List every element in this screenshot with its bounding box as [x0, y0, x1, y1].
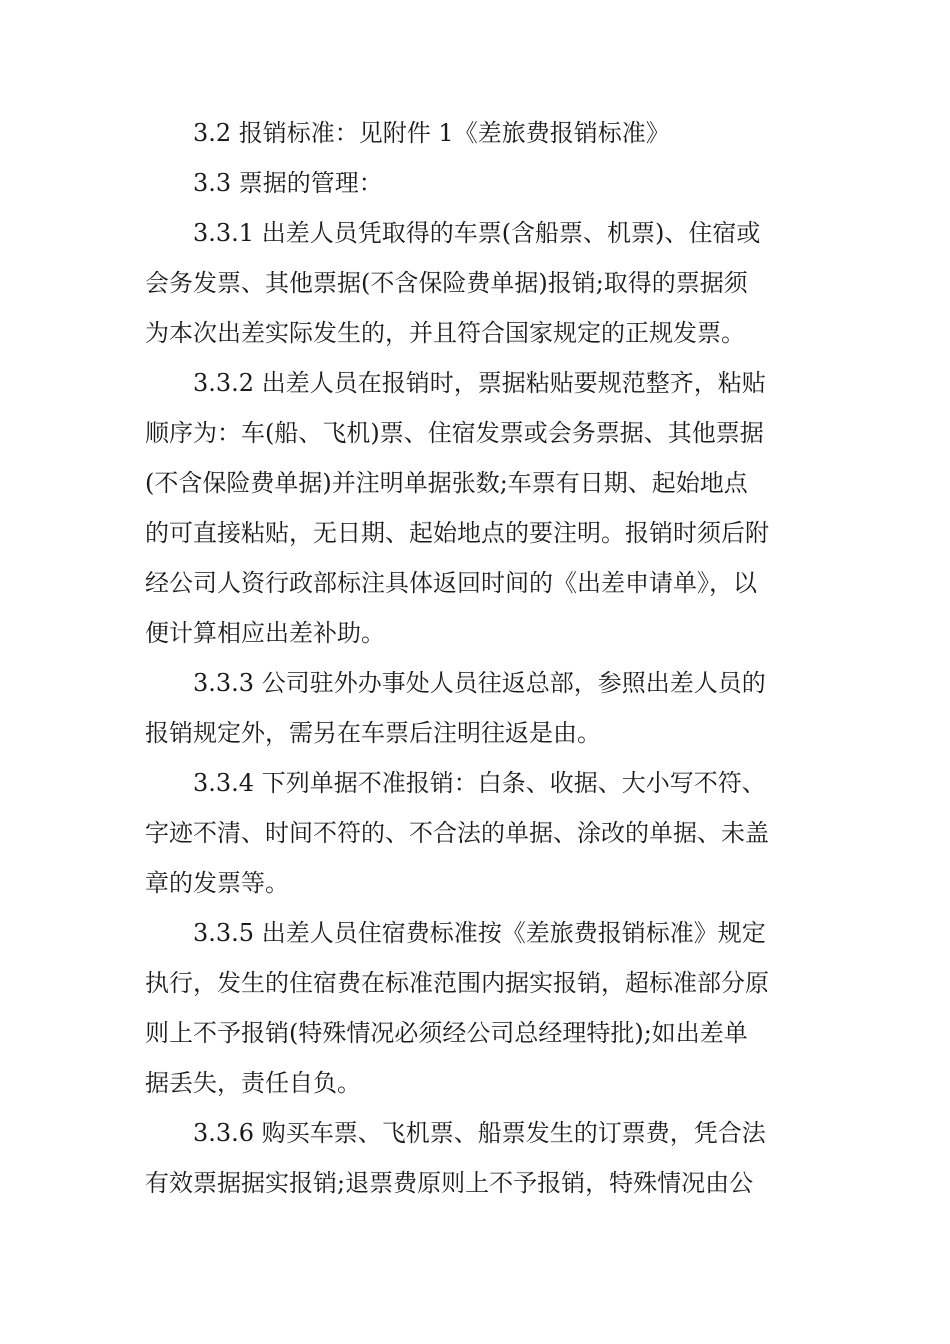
text-line: 3.3.5 出差人员住宿费标准按《差旅费报销标准》规定 [193, 919, 766, 947]
paragraph-3-3-4 [145, 758, 813, 908]
paragraph-3-3-3 [145, 658, 813, 758]
text-line: 经公司人资行政部标注具体返回时间的《出差申请单》，以 [145, 569, 757, 597]
paragraph-3-3-1 [145, 208, 813, 358]
document-body [145, 108, 813, 1208]
paragraph-3-3 [145, 158, 813, 208]
text-line: 3.3.2 出差人员在报销时，票据粘贴要规范整齐，粘贴 [193, 369, 766, 397]
paragraph-3-3-6 [145, 1108, 813, 1208]
text-line: 3.3.1 出差人员凭取得的车票(含船票、机票)、住宿或 [193, 219, 761, 247]
text-line: 为本次出差实际发生的，并且符合国家规定的正规发票。 [145, 319, 745, 347]
text-line: 据丢失，责任自负。 [145, 1069, 361, 1097]
text-line: 便计算相应出差补助。 [145, 619, 385, 647]
text-line: 执行，发生的住宿费在标准范围内据实报销，超标准部分原 [145, 969, 769, 997]
paragraph-3-2 [145, 108, 813, 158]
paragraph-3-3-5 [145, 908, 813, 1108]
text-line: 3.3.6 购买车票、飞机票、船票发生的订票费，凭合法 [193, 1119, 766, 1147]
text-line: 的可直接粘贴，无日期、起始地点的要注明。报销时须后附 [145, 519, 769, 547]
paragraph-3-3-2 [145, 358, 813, 658]
text-line: 章的发票等。 [145, 869, 289, 897]
text-line: 3.3.3 公司驻外办事处人员往返总部，参照出差人员的 [193, 669, 766, 697]
text-line: (不含保险费单据)并注明单据张数;车票有日期、起始地点 [145, 469, 748, 497]
text-line: 报销规定外，需另在车票后注明往返是由。 [145, 719, 601, 747]
text-line: 顺序为：车(船、飞机)票、住宿发票或会务票据、其他票据 [145, 419, 764, 447]
text-line: 3.3.4 下列单据不准报销：白条、收据、大小写不符、 [193, 769, 766, 797]
text-line: 有效票据据实报销;退票费原则上不予报销，特殊情况由公 [145, 1169, 754, 1197]
text-line: 字迹不清、时间不符的、不合法的单据、涂改的单据、未盖 [145, 819, 769, 847]
text-line: 3.3 票据的管理： [193, 169, 383, 197]
text-line: 3.2 报销标准：见附件 1《差旅费报销标准》 [193, 119, 670, 147]
text-line: 会务发票、其他票据(不含保险费单据)报销;取得的票据须 [145, 269, 748, 297]
text-line: 则上不予报销(特殊情况必须经公司总经理特批);如出差单 [145, 1019, 748, 1047]
